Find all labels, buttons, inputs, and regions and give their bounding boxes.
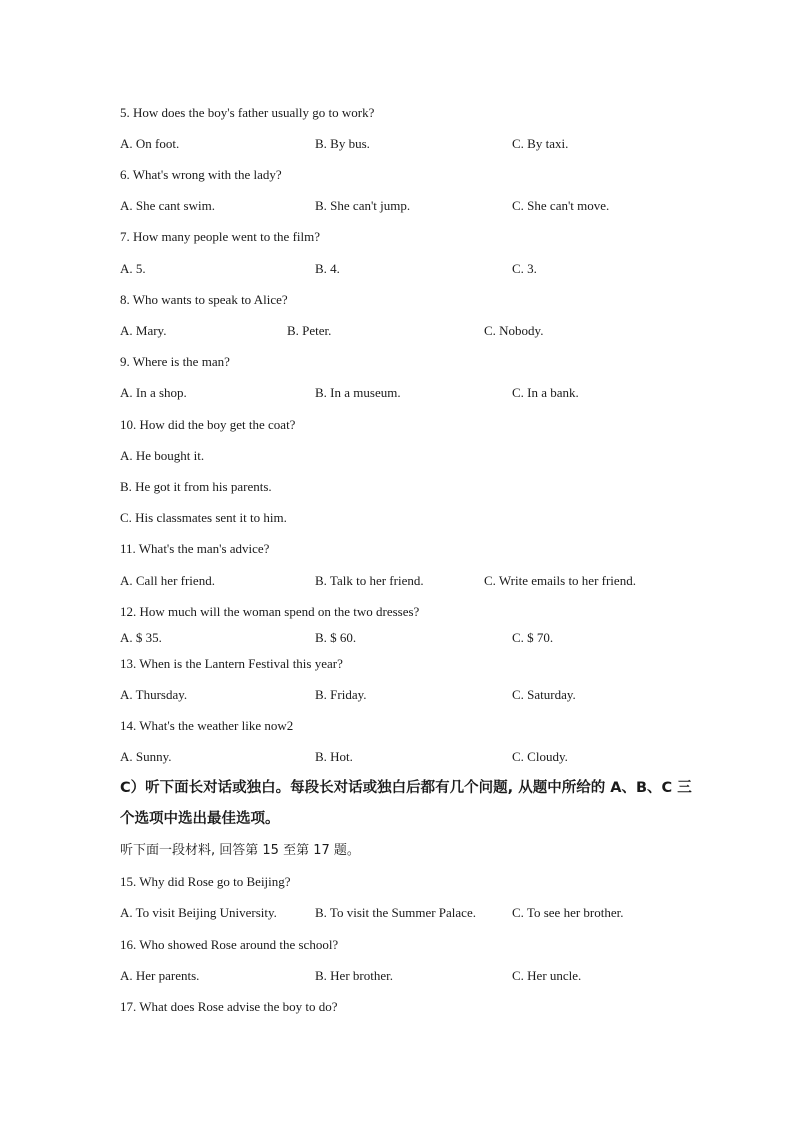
question-8: 8. Who wants to speak to Alice?	[120, 292, 288, 307]
option-a: A. She cant swim.	[120, 198, 215, 213]
question-14: 14. What's the weather like now2	[120, 718, 294, 733]
option-c: C. By taxi.	[512, 136, 569, 151]
option-c: C. 3.	[512, 261, 537, 276]
option-b: B. $ 60.	[315, 630, 357, 645]
option-b: B. He got it from his parents.	[120, 479, 272, 494]
option-b: B. She can't jump.	[315, 198, 411, 213]
option-a: A. Thursday.	[120, 687, 188, 702]
option-a: A. On foot.	[120, 136, 180, 151]
option-b: B. Talk to her friend.	[315, 573, 424, 588]
option-c: C. Cloudy.	[512, 749, 568, 764]
option-a: A. $ 35.	[120, 630, 162, 645]
question-10: 10. How did the boy get the coat?	[120, 417, 296, 432]
option-b: B. In a museum.	[315, 385, 401, 400]
question-15: 15. Why did Rose go to Beijing?	[120, 874, 291, 889]
option-a: A. Call her friend.	[120, 573, 215, 588]
option-b: B. Friday.	[315, 687, 367, 702]
option-b: B. Her brother.	[315, 968, 393, 983]
option-c: C. To see her brother.	[512, 905, 624, 920]
section-c-instruction: 听下面一段材料, 回答第 15 至第 17 题。	[120, 843, 360, 858]
option-a: A. Her parents.	[120, 968, 200, 983]
option-c: C. Her uncle.	[512, 968, 582, 983]
question-11: 11. What's the man's advice?	[120, 541, 270, 556]
option-c: C. Write emails to her friend.	[484, 573, 636, 588]
question-5: 5. How does the boy's father usually go to work?	[120, 105, 375, 120]
question-17: 17. What does Rose advise the boy to do?	[120, 999, 338, 1014]
option-c: C. In a bank.	[512, 385, 579, 400]
option-b: B. Peter.	[287, 323, 332, 338]
option-a: A. Sunny.	[120, 749, 172, 764]
question-6: 6. What's wrong with the lady?	[120, 167, 282, 182]
question-12: 12. How much will the woman spend on the two dresses?	[120, 604, 420, 619]
option-b: B. 4.	[315, 261, 340, 276]
option-a: A. 5.	[120, 261, 146, 276]
option-a: A. Mary.	[120, 323, 167, 338]
section-c-heading-cont: 个选项中选出最佳选项。	[120, 811, 280, 827]
section-c-heading: C）听下面长对话或独白。每段长对话或独白后都有几个问题, 从题中所给的 A、B、C 三	[120, 780, 692, 796]
option-b: B. By bus.	[315, 136, 370, 151]
question-9: 9. Where is the man?	[120, 354, 230, 369]
option-c: C. She can't move.	[512, 198, 610, 213]
option-c: C. Saturday.	[512, 687, 576, 702]
option-a: A. In a shop.	[120, 385, 187, 400]
option-c: C. Nobody.	[484, 323, 544, 338]
option-c: C. His classmates sent it to him.	[120, 510, 287, 525]
question-16: 16. Who showed Rose around the school?	[120, 937, 339, 952]
option-a: A. He bought it.	[120, 448, 205, 463]
question-7: 7. How many people went to the film?	[120, 229, 321, 244]
option-a: A. To visit Beijing University.	[120, 905, 277, 920]
question-13: 13. When is the Lantern Festival this year?	[120, 656, 343, 671]
option-c: C. $ 70.	[512, 630, 554, 645]
option-b: B. Hot.	[315, 749, 353, 764]
option-b: B. To visit the Summer Palace.	[315, 905, 476, 920]
